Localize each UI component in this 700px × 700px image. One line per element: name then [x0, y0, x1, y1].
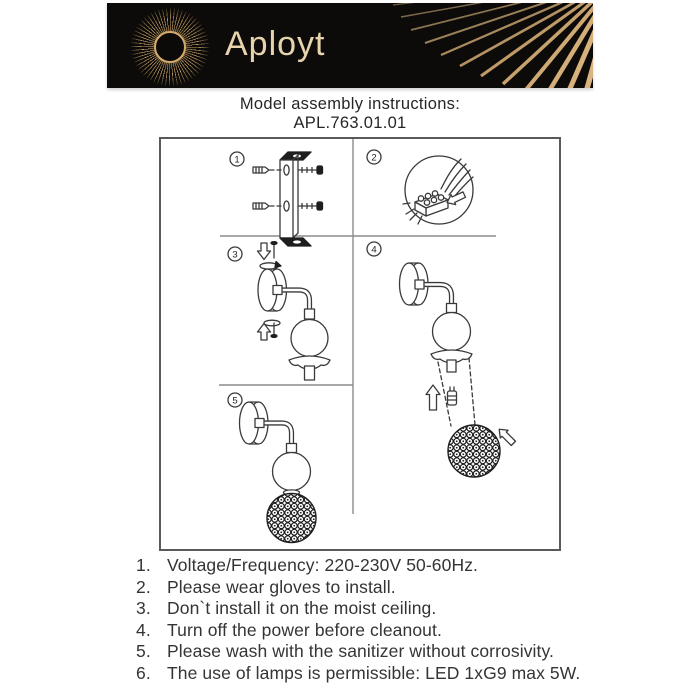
svg-text:4: 4: [371, 244, 377, 256]
sunburst-logo-icon: [131, 8, 209, 86]
item-number: 6.: [136, 662, 151, 683]
screw: [298, 166, 323, 174]
item-text: Turn off the power before cleanout.: [167, 619, 442, 640]
svg-text:2: 2: [371, 152, 377, 164]
wall-anchor: [253, 167, 269, 173]
item-text: Don`t install it on the moist ceiling.: [167, 598, 437, 619]
brand-banner: [107, 3, 593, 88]
assembly-diagram: [159, 137, 561, 551]
item-text: Voltage/Frequency: 220-230V 50-60Hz.: [167, 555, 479, 575]
crystal-shade: [448, 425, 500, 477]
item-text: The use of lamps is permissible: LED 1xG9 max 5W.: [167, 662, 581, 683]
sun-core: [154, 31, 186, 63]
item-number: 5.: [136, 641, 151, 662]
model-number: APL.763.01.01: [293, 114, 407, 132]
item-number: 2.: [136, 576, 151, 597]
step-5-badge: [228, 393, 242, 407]
rays-decoration-icon: [383, 3, 593, 88]
detail-circle: [405, 156, 473, 224]
step-2-diagram: [367, 150, 473, 224]
instruction-item: [136, 555, 580, 577]
step-5-diagram: [228, 393, 316, 543]
item-text: Please wear gloves to install.: [167, 576, 396, 597]
instruction-item: [136, 598, 580, 620]
screw: [298, 202, 323, 210]
instruction-item: [136, 577, 580, 599]
glass-globe: [433, 313, 471, 351]
step-4-diagram: [367, 242, 517, 477]
instruction-item: [136, 641, 580, 663]
page-title: Model assembly instructions:: [239, 95, 461, 113]
step-2-badge: [367, 150, 381, 164]
glass-globe: [273, 453, 311, 491]
svg-text:5: 5: [232, 395, 238, 407]
svg-text:3: 3: [232, 249, 238, 261]
instructions-list: [136, 555, 580, 685]
g9-bulb: [448, 387, 457, 405]
item-number: 4.: [136, 619, 151, 640]
item-number: 3.: [136, 598, 151, 619]
wall-anchor: [253, 203, 269, 209]
step-1-diagram: [230, 152, 323, 246]
diagram-canvas: [161, 139, 559, 549]
item-number: 1.: [136, 555, 151, 575]
down-arrow-icon: [258, 243, 271, 260]
step-4-badge: [367, 242, 381, 256]
svg-text:1: 1: [234, 154, 240, 166]
step-3-diagram: [228, 242, 330, 380]
crystal-shade: [267, 494, 316, 543]
glass-globe: [291, 320, 328, 357]
instruction-item: [136, 620, 580, 642]
instruction-item: [136, 663, 580, 685]
step-1-badge: [230, 152, 244, 166]
brand-name: Aployt: [225, 25, 326, 63]
step-3-badge: [228, 247, 242, 261]
up-arrow-icon: [426, 385, 440, 410]
item-text: Please wash with the sanitizer without corrosivity.: [167, 641, 555, 662]
